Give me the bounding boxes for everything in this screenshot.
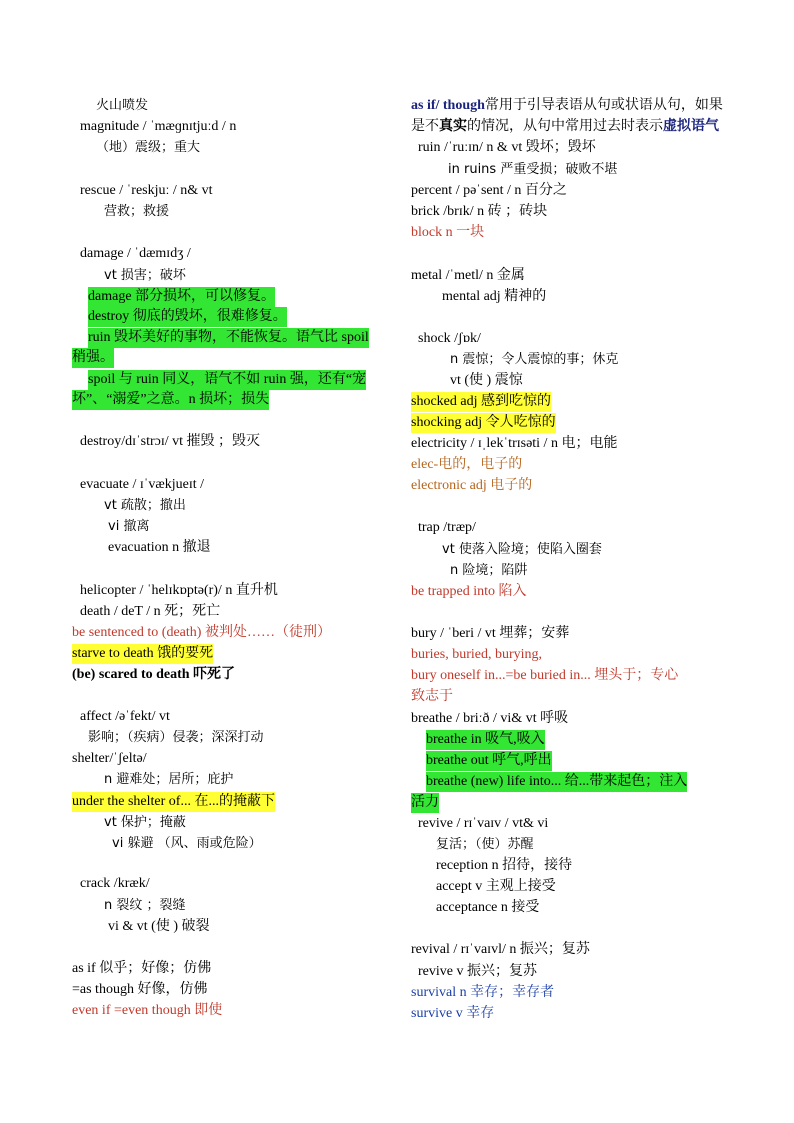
grammar-text: 常用于引导表语从句或状语从句，如果 [484, 98, 723, 113]
phrase: bury oneself in...=be buried in... 埋头于；专心 [411, 668, 679, 683]
phrase: block n 一块 [411, 225, 485, 240]
text-line: 火山喷发 [96, 98, 149, 113]
phrase: under the shelter of... 在...的掩蔽下 [72, 792, 275, 812]
vocab-entry: damage / ˈdæmɪdʒ / [80, 246, 191, 261]
phrase: be sentenced to (death) 被判处……（徒刑） [72, 625, 331, 640]
highlight-note: 活力 [411, 793, 439, 813]
definition: vt 疏散；撤出 [104, 498, 186, 513]
vocab-entry: crack /kræk/ [80, 876, 150, 891]
definition: vt 损害；破坏 [104, 268, 186, 283]
grammar-text: 的情况，从句中常用过去时表示 [467, 119, 663, 134]
highlight-note: breathe out 呼气,呼出 [426, 751, 552, 771]
highlight-note: damage 部分损坏，可以修复。 [88, 287, 275, 307]
definition: vi 撤离 [108, 519, 150, 534]
vocab-entry: helicopter / ˈhelɪkɒptə(r)/ n 直升机 [80, 583, 278, 598]
phrase: starve to death 饿的要死 [72, 644, 213, 664]
definition: reception n 招待，接待 [436, 858, 573, 873]
phrase: shocking adj 令人吃惊的 [411, 413, 556, 433]
vocab-entry: electricity / ɪˌlekˈtrɪsəti / n 电；电能 [411, 436, 618, 451]
definition: 营救；救援 [104, 204, 170, 219]
vocab-entry: destroy/dɪˈstrɔɪ/ vt 摧毁 ；毁灭 [80, 434, 261, 449]
phrase: (be) scared to death 吓死了 [72, 667, 236, 682]
vocab-entry: as if 似乎；好像；仿佛 [72, 961, 212, 976]
definition: mental adj 精神的 [442, 289, 547, 304]
vocab-entry: revival / rɪˈvaɪvl/ n 振兴；复苏 [411, 942, 590, 957]
phrase: shocked adj 感到吃惊的 [411, 392, 551, 412]
definition: 影响；（疾病）侵袭；深深打动 [88, 730, 264, 745]
definition: n 裂纹 ；裂缝 [104, 898, 186, 913]
phrase: elec-电的，电子的 [411, 457, 523, 472]
definition: n 避难处；居所；庇护 [104, 772, 234, 787]
vocab-entry: metal /ˈmetl/ n 金属 [411, 268, 525, 283]
highlight-note: spoil 与 ruin 同义，语气不如 ruin 强，还有“宠 [88, 370, 366, 390]
vocab-entry: affect /əˈfekt/ vt [80, 709, 170, 724]
highlight-note: destroy 彻底的毁坏，很难修复。 [88, 307, 287, 327]
highlight-note: 坏”、“溺爱”之意。n 损坏；损失 [72, 390, 269, 410]
definition: vt (使 ) 震惊 [450, 373, 523, 388]
phrase: be trapped into 陷入 [411, 584, 527, 599]
definition: n 险境；陷阱 [450, 563, 528, 578]
definition: vt 保护；掩蔽 [104, 815, 186, 830]
phrase: survival n 幸存；幸存者 [411, 985, 555, 1000]
vocab-entry: death / deT / n 死；死亡 [80, 604, 221, 619]
definition: accept v 主观上接受 [436, 879, 556, 894]
vocab-entry: shock /ʃɒk/ [418, 331, 481, 346]
grammar-emphasis: 真实 [439, 119, 467, 134]
highlight-note: 稍强。 [72, 348, 114, 368]
definition: n 震惊；令人震惊的事；休克 [450, 352, 619, 367]
vocab-entry: revive v 振兴；复苏 [418, 964, 537, 979]
vocab-entry: revive / rɪˈvaɪv / vt& vi [418, 816, 549, 831]
vocab-entry: breathe / briːð / vi& vt 呼吸 [411, 711, 569, 726]
definition: in ruins 严重受损；破败不堪 [448, 162, 618, 177]
definition: 复活；（使）苏醒 [436, 837, 534, 852]
phrase: 致志于 [411, 689, 453, 704]
phrase: electronic adj 电子的 [411, 478, 533, 493]
definition: evacuation n 撤退 [108, 540, 211, 555]
definition: acceptance n 接受 [436, 900, 540, 915]
vocab-entry: ruin /ˈruːɪn/ n & vt 毁坏；毁坏 [418, 140, 596, 155]
vocab-entry: percent / pəˈsent / n 百分之 [411, 183, 567, 198]
grammar-term: as if/ though [411, 98, 485, 113]
phrase: buries, buried, burying, [411, 647, 543, 662]
vocab-entry: shelter/ˈʃeltə/ [72, 751, 147, 766]
grammar-text: 是不 [411, 119, 439, 134]
vocab-entry: evacuate / ɪˈvækjueɪt / [80, 477, 205, 492]
vocab-entry: magnitude / ˈmæɡnɪtjuːd / n [80, 119, 237, 134]
highlight-note: breathe (new) life into... 给...带来起色；注入 [426, 772, 687, 792]
definition: vi 躲避 （风、雨或危险） [112, 836, 262, 851]
phrase: survive v 幸存 [411, 1006, 495, 1021]
vocab-entry: rescue / ˈreskjuː / n& vt [80, 183, 213, 198]
vocab-entry: brick /brɪk/ n 砖 ；砖块 [411, 204, 548, 219]
definition: vi & vt (使 ) 破裂 [108, 919, 210, 934]
grammar-emphasis: 虚拟语气 [663, 119, 719, 134]
vocab-entry: bury / ˈberi / vt 埋葬；安葬 [411, 626, 570, 641]
definition: （地）震级；重大 [96, 140, 201, 155]
grammar-note-line [411, 117, 719, 137]
highlight-note: breathe in 吸气,吸入 [426, 730, 545, 750]
phrase: =as though 好像，仿佛 [72, 982, 208, 997]
definition: vt 使落入险境；使陷入圈套 [442, 542, 602, 557]
highlight-note: ruin 毁坏美好的事物，不能恢复。语气比 spoil [88, 328, 369, 348]
grammar-note-line [411, 96, 723, 116]
phrase: even if =even though 即使 [72, 1003, 223, 1018]
vocab-entry: trap /træp/ [418, 520, 476, 535]
